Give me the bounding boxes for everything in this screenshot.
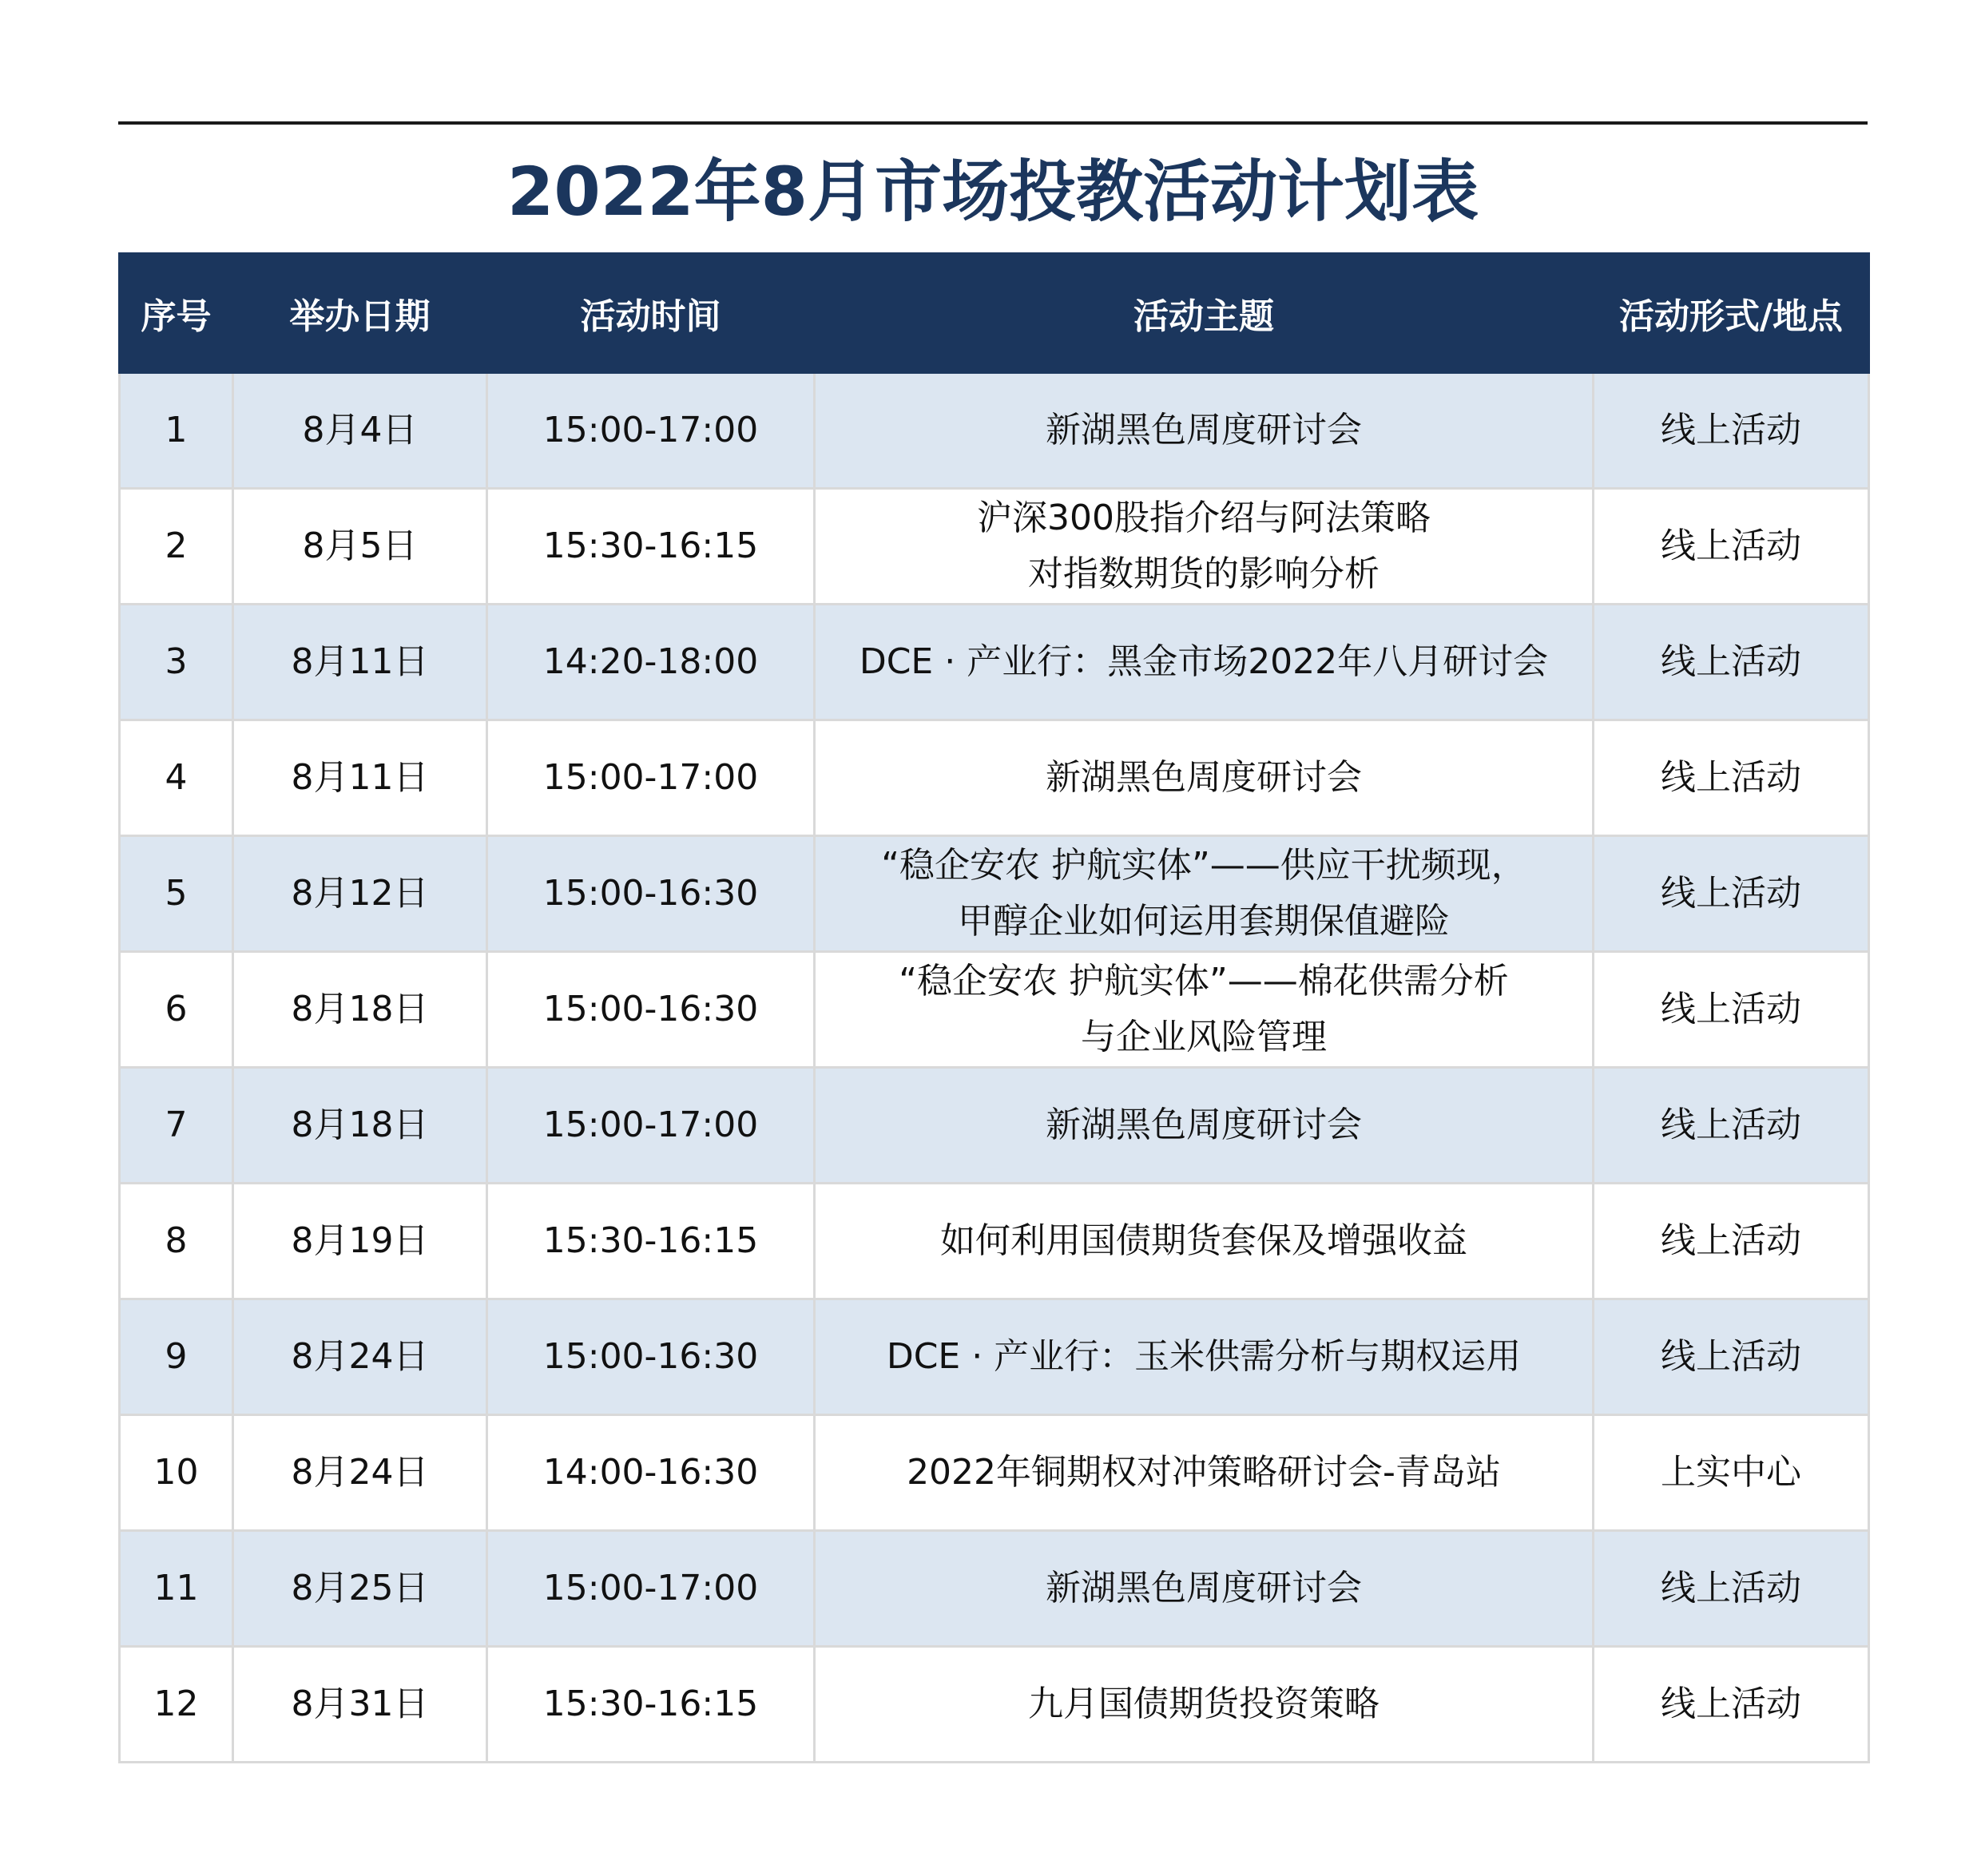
cell-time: 15:00-17:00 [487, 373, 815, 489]
cell-date: 8月18日 [233, 952, 487, 1068]
cell-form: 线上活动 [1594, 1184, 1869, 1299]
cell-form: 线上活动 [1594, 836, 1869, 952]
cell-time: 15:00-16:30 [487, 952, 815, 1068]
topic-line: “稳企安农 护航实体”——供应干扰频现， [881, 845, 1526, 886]
cell-topic [815, 1531, 1594, 1647]
cell-date: 8月5日 [233, 489, 487, 605]
table-row [120, 836, 1869, 952]
cell-time: 15:30-16:15 [487, 1647, 815, 1763]
topic-line: 甲醇企业如何运用套期保值避险 [958, 901, 1450, 942]
cell-form: 线上活动 [1594, 373, 1869, 489]
table-row [120, 952, 1869, 1068]
topic-line: 新湖黑色周度研讨会 [1046, 1568, 1362, 1608]
cell-form: 上实中心 [1594, 1415, 1869, 1531]
cell-topic [815, 1647, 1594, 1763]
header-time: 活动时间 [487, 254, 815, 373]
cell-time: 15:00-17:00 [487, 720, 815, 836]
table-row [120, 373, 1869, 489]
cell-no: 10 [120, 1415, 233, 1531]
topic-line: 如何利用国债期货套保及增强收益 [940, 1220, 1467, 1261]
cell-form: 线上活动 [1594, 1299, 1869, 1415]
cell-topic [815, 1299, 1594, 1415]
topic-line: 2022年铜期权对冲策略研讨会-青岛站 [907, 1452, 1501, 1493]
cell-time: 15:00-17:00 [487, 1531, 815, 1647]
topic-line: 对指数期货的影响分析 [1028, 553, 1380, 594]
cell-date: 8月12日 [233, 836, 487, 952]
cell-no: 8 [120, 1184, 233, 1299]
cell-topic [815, 1184, 1594, 1299]
cell-date: 8月4日 [233, 373, 487, 489]
topic-line: 与企业风险管理 [1081, 1017, 1327, 1057]
cell-time: 15:30-16:15 [487, 489, 815, 605]
topic-line: “稳企安农 护航实体”——棉花供需分析 [899, 961, 1509, 1001]
cell-date: 8月25日 [233, 1531, 487, 1647]
cell-date: 8月11日 [233, 605, 487, 720]
cell-topic [815, 836, 1594, 952]
cell-form: 线上活动 [1594, 489, 1869, 605]
cell-topic [815, 1068, 1594, 1184]
cell-topic [815, 1415, 1594, 1531]
activity-table [118, 252, 1870, 1763]
cell-date: 8月18日 [233, 1068, 487, 1184]
cell-form: 线上活动 [1594, 720, 1869, 836]
table-row [120, 1184, 1869, 1299]
table-row [120, 1299, 1869, 1415]
cell-time: 14:00-16:30 [487, 1415, 815, 1531]
cell-no: 3 [120, 605, 233, 720]
cell-time: 14:20-18:00 [487, 605, 815, 720]
cell-no: 11 [120, 1531, 233, 1647]
topic-line: 九月国债期货投资策略 [1028, 1684, 1380, 1724]
table-row [120, 1647, 1869, 1763]
cell-no: 7 [120, 1068, 233, 1184]
topic-line: DCE · 产业行：玉米供需分析与期权运用 [886, 1336, 1522, 1377]
cell-no: 4 [120, 720, 233, 836]
cell-form: 线上活动 [1594, 1647, 1869, 1763]
cell-topic [815, 489, 1594, 605]
topic-line: 沪深300股指介绍与阿法策略 [977, 498, 1431, 538]
cell-no: 6 [120, 952, 233, 1068]
table-row [120, 1068, 1869, 1184]
cell-no: 12 [120, 1647, 233, 1763]
table-row [120, 605, 1869, 720]
cell-date: 8月11日 [233, 720, 487, 836]
cell-date: 8月31日 [233, 1647, 487, 1763]
cell-topic [815, 605, 1594, 720]
cell-date: 8月19日 [233, 1184, 487, 1299]
cell-no: 5 [120, 836, 233, 952]
topic-line: 新湖黑色周度研讨会 [1046, 1105, 1362, 1145]
cell-time: 15:00-17:00 [487, 1068, 815, 1184]
cell-form: 线上活动 [1594, 1068, 1869, 1184]
cell-date: 8月24日 [233, 1299, 487, 1415]
cell-time: 15:00-16:30 [487, 1299, 815, 1415]
cell-topic [815, 952, 1594, 1068]
topic-line: 新湖黑色周度研讨会 [1046, 757, 1362, 798]
cell-form: 线上活动 [1594, 1531, 1869, 1647]
header-no: 序号 [120, 254, 233, 373]
cell-date: 8月24日 [233, 1415, 487, 1531]
cell-topic [815, 720, 1594, 836]
table-row [120, 720, 1869, 836]
cell-no: 1 [120, 373, 233, 489]
top-rule [118, 121, 1868, 125]
cell-form: 线上活动 [1594, 605, 1869, 720]
table-body [120, 373, 1869, 1763]
page-title: 2022年8月市场投教活动计划表 [506, 153, 1479, 231]
header-date: 举办日期 [233, 254, 487, 373]
table-row [120, 1531, 1869, 1647]
cell-time: 15:00-16:30 [487, 836, 815, 952]
cell-time: 15:30-16:15 [487, 1184, 815, 1299]
topic-line: DCE · 产业行：黑金市场2022年八月研讨会 [859, 641, 1549, 682]
table-row [120, 489, 1869, 605]
cell-topic [815, 373, 1594, 489]
table-row [120, 1415, 1869, 1531]
cell-no: 2 [120, 489, 233, 605]
cell-no: 9 [120, 1299, 233, 1415]
topic-line: 新湖黑色周度研讨会 [1046, 410, 1362, 450]
header-topic: 活动主题 [815, 254, 1594, 373]
header-form: 活动形式/地点 [1594, 254, 1869, 373]
cell-form: 线上活动 [1594, 952, 1869, 1068]
table-header-row [120, 254, 1869, 373]
